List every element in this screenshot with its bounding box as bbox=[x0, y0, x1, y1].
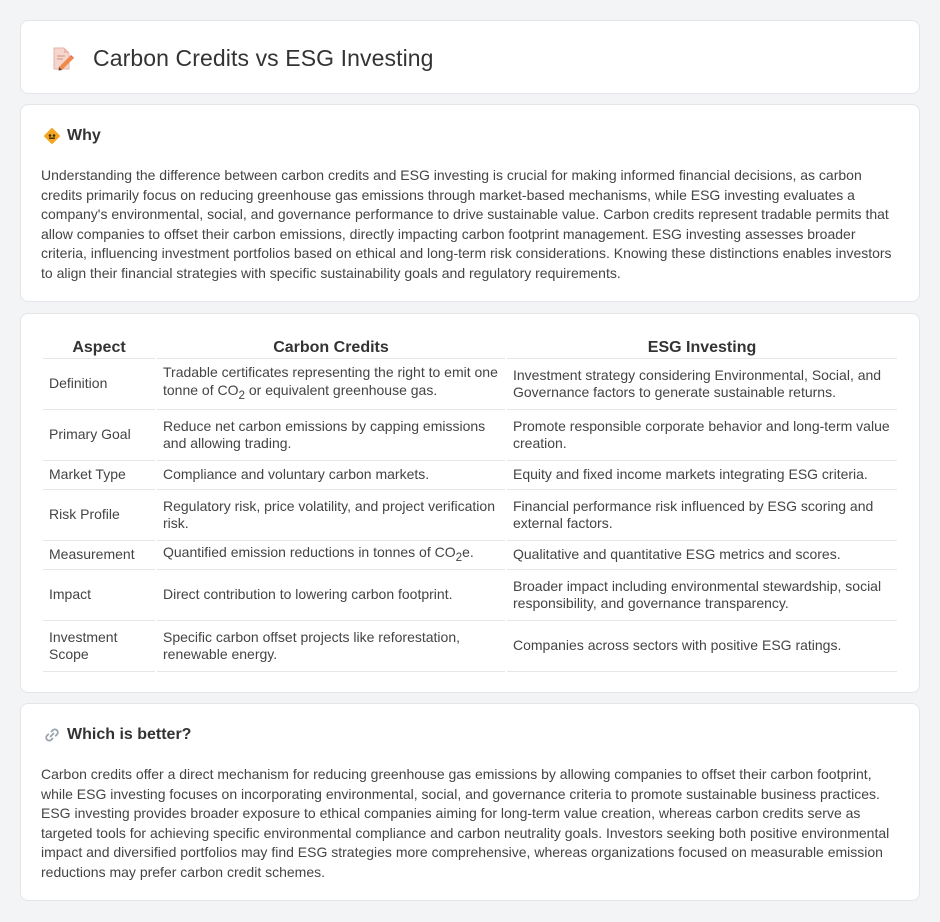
aspect-cell: Investment Scope bbox=[43, 621, 155, 672]
better-heading-row bbox=[43, 726, 191, 744]
header-esg-investing: ESG Investing bbox=[507, 335, 897, 359]
why-heading: Why bbox=[67, 127, 101, 144]
esg-cell: Financial performance risk influenced by ESG scoring and external factors. bbox=[507, 490, 897, 541]
aspect-cell: Measurement bbox=[43, 541, 155, 570]
carbon-cell: Direct contribution to lowering carbon footprint. bbox=[157, 570, 505, 621]
aspect-cell: Definition bbox=[43, 359, 155, 410]
title-row bbox=[49, 45, 434, 72]
why-heading-row bbox=[43, 127, 101, 145]
carbon-cell: Tradable certificates representing the right to emit one tonne of $CO_2$ or equivalent greenhouse gas. bbox=[157, 359, 505, 410]
esg-cell: Qualitative and quantitative ESG metrics and scores. bbox=[507, 541, 897, 570]
table-row bbox=[43, 541, 897, 570]
carbon-cell: Reduce net carbon emissions by capping emissions and allowing trading. bbox=[157, 410, 505, 461]
carbon-cell: Regulatory risk, price volatility, and project verification risk. bbox=[157, 490, 505, 541]
header-carbon-credits: Carbon Credits bbox=[157, 335, 505, 359]
why-card bbox=[20, 104, 920, 302]
table-row bbox=[43, 359, 897, 410]
header-aspect: Aspect bbox=[43, 335, 155, 359]
esg-cell: Investment strategy considering Environmental, Social, and Governance factors to generate sustainable returns. bbox=[507, 359, 897, 410]
comparison-table bbox=[41, 335, 899, 672]
better-text: Carbon credits offer a direct mechanism for reducing greenhouse gas emissions by allowing companies to offset their carbon footprint, while ESG investing focuses on incorporating environmental, social, and governance criteria to promote sustainable business practices. ESG investing provides broader exposure to ethical companies aiming for long-term value creation, whereas carbon credits serve as targeted tools for achieving specific environmental compliance and carbon neutrality goals. Investors seeking both positive environmental impact and diversified portfolios may find ESG strategies more comprehensive, whereas organizations focused on measurable emission reductions may prefer carbon credit schemes. bbox=[41, 766, 890, 880]
diamond-sign-icon bbox=[43, 127, 61, 145]
table-header-row bbox=[43, 335, 897, 359]
table-row bbox=[43, 621, 897, 672]
comparison-card bbox=[20, 313, 920, 693]
page-title: Carbon Credits vs ESG Investing bbox=[93, 45, 434, 71]
title-card bbox=[20, 20, 920, 94]
table-row bbox=[43, 570, 897, 621]
aspect-cell: Risk Profile bbox=[43, 490, 155, 541]
table-row bbox=[43, 461, 897, 490]
esg-cell: Promote responsible corporate behavior and long-term value creation. bbox=[507, 410, 897, 461]
aspect-cell: Impact bbox=[43, 570, 155, 621]
link-icon bbox=[43, 726, 61, 744]
table-row bbox=[43, 410, 897, 461]
why-text: Understanding the difference between carbon credits and ESG investing is crucial for making informed financial decisions, as carbon credits primarily focus on reducing greenhouse gas emissions through market-based mechanisms, while ESG investing evaluates a company's environmental, social, and governance performance to drive sustainable value. Carbon credits represent tradable permits that allow companies to offset their carbon emissions, directly impacting carbon footprint management. ESG investing assesses broader criteria, influencing investment portfolios based on ethical and long-term risk considerations. Knowing these distinctions enables investors to align their financial strategies with specific sustainability goals and regulatory requirements. bbox=[41, 167, 892, 281]
better-heading: Which is better? bbox=[67, 726, 192, 743]
carbon-cell: Compliance and voluntary carbon markets. bbox=[157, 461, 505, 490]
esg-cell: Companies across sectors with positive ESG ratings. bbox=[507, 621, 897, 672]
esg-cell: Equity and fixed income markets integrating ESG criteria. bbox=[507, 461, 897, 490]
document-pencil-icon bbox=[49, 46, 75, 72]
carbon-cell: Specific carbon offset projects like reforestation, renewable energy. bbox=[157, 621, 505, 672]
aspect-cell: Market Type bbox=[43, 461, 155, 490]
aspect-cell: Primary Goal bbox=[43, 410, 155, 461]
esg-cell: Broader impact including environmental stewardship, social responsibility, and governance transparency. bbox=[507, 570, 897, 621]
carbon-cell: Quantified emission reductions in tonnes of $CO_2e$. bbox=[157, 541, 505, 570]
table-row bbox=[43, 490, 897, 541]
which-is-better-card bbox=[20, 703, 920, 901]
